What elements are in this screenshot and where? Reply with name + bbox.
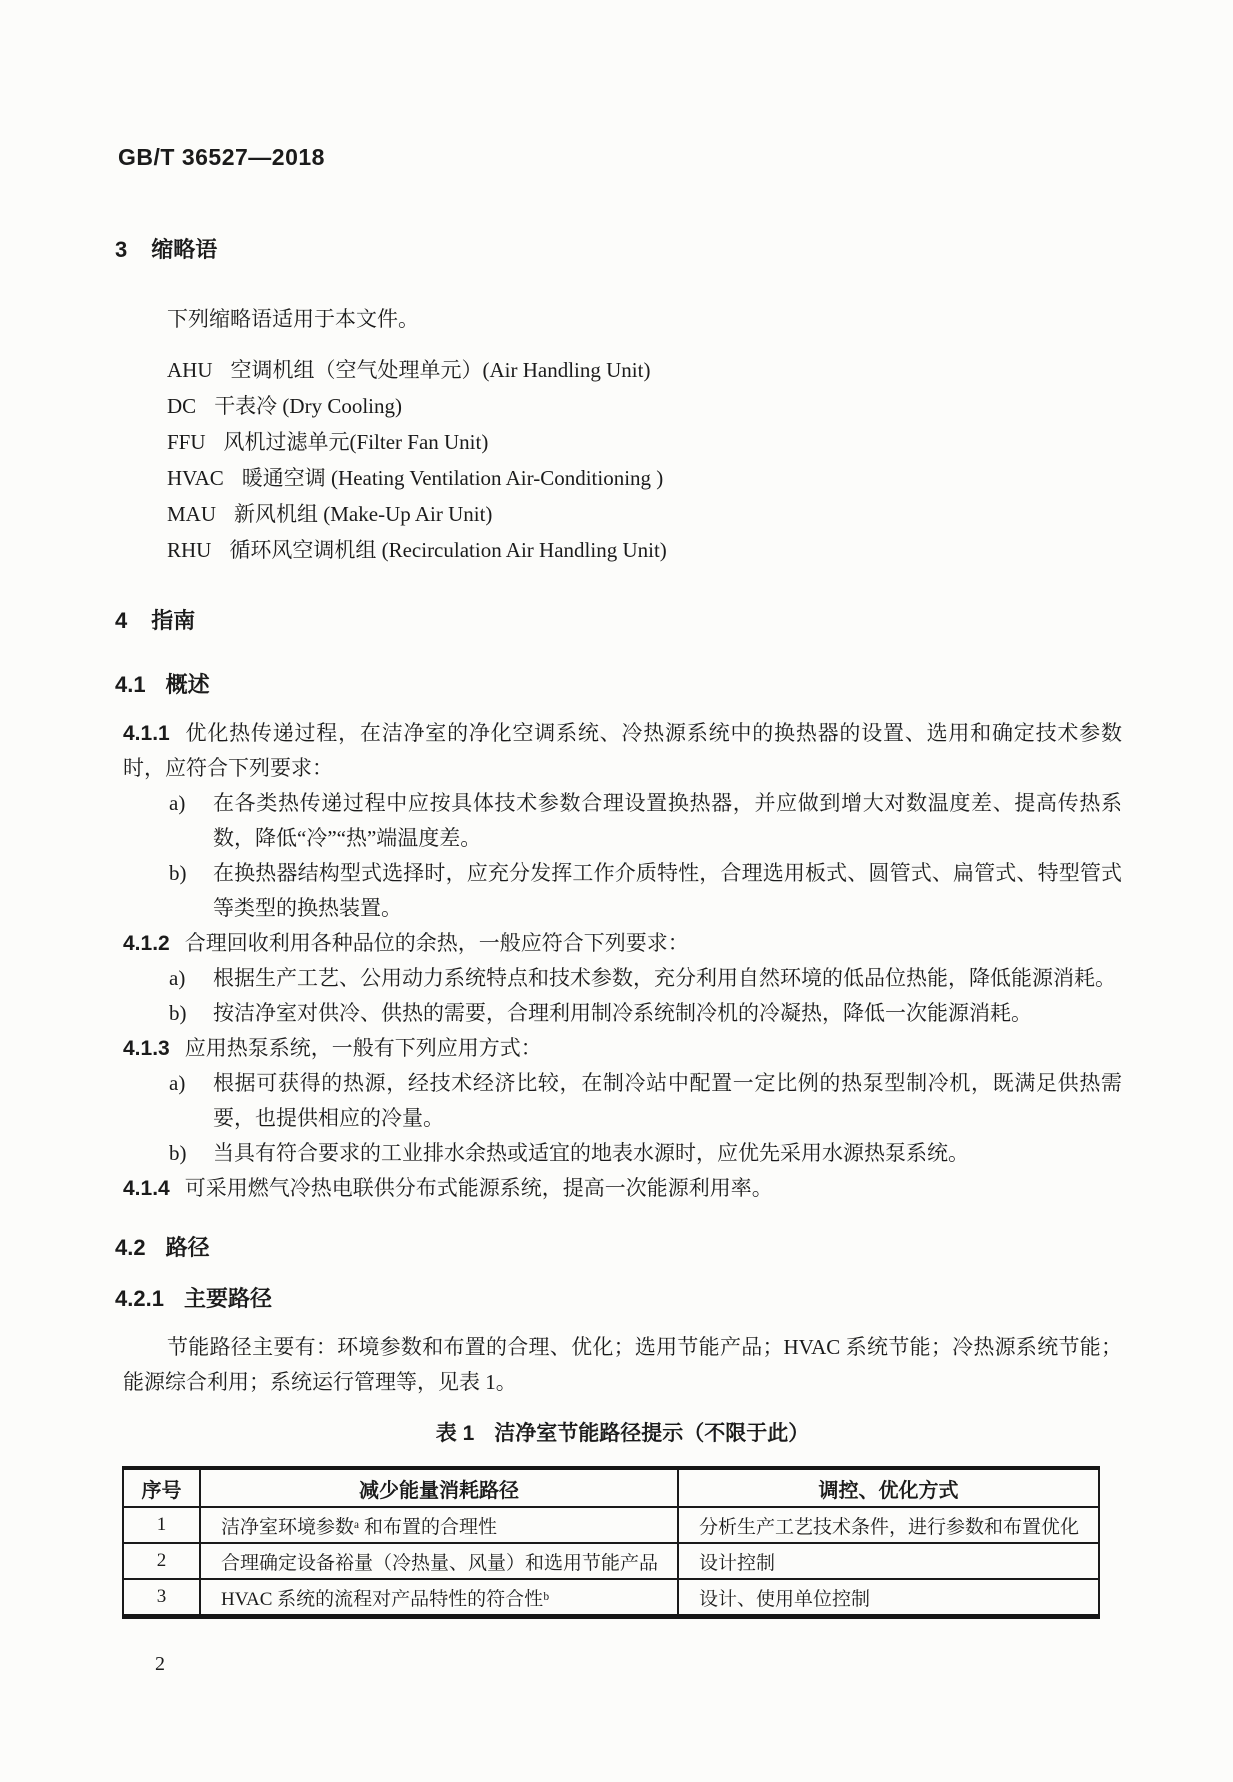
list-item-text: 按洁净室对供冷、供热的需要，合理利用制冷系统制冷机的冷凝热，降低一次能源消耗。 [213,1001,1032,1025]
list-item-label: b) [169,1001,187,1025]
subsection-heading-4-2-1 [115,1287,1122,1311]
abbreviation-definition: 暖通空调 (Heating Ventilation Air-Conditioning ) [241,466,664,490]
list-item-text: 当具有符合要求的工业排水余热或适宜的地表水源时，应优先采用水源热泵系统。 [213,1141,969,1165]
abbreviation-item [123,424,1122,460]
list-item-label: a) [169,791,186,815]
page-number: 2 [155,1653,165,1675]
cell-method: 设计、使用单位控制 [678,1579,1099,1617]
list-item-text: 在各类热传递过程中应按具体技术参数合理设置换热器，并应做到增大对数温度差、提高传热系数，降低“冷”“热”端温度差。 [213,791,1122,850]
heading-title: 主要路径 [183,1286,272,1311]
cell-path: 合理确定设备裕量（冷热量、风量）和选用节能产品 [200,1543,678,1579]
list-item-b [123,1136,1122,1171]
table-row [123,1579,1099,1617]
list-item-label: a) [169,966,186,990]
list-item-text: 在换热器结构型式选择时，应充分发挥工作介质特性，合理选用板式、圆管式、扁管式、特型管式等类型的换热装置。 [213,861,1122,920]
clause-number: 4.1.4 [123,1177,170,1200]
column-header-method: 调控、优化方式 [678,1468,1099,1507]
abbreviation-item [123,352,1122,388]
abbreviation-code: HVAC [167,466,224,490]
abbreviation-definition: 干表冷 (Dry Cooling) [214,394,403,418]
standard-number: GB/T 36527—2018 [118,144,325,170]
abbreviation-code: DC [167,394,197,418]
table-caption-title: 洁净室节能路径提示（不限于此） [494,1422,810,1445]
abbreviation-list [123,352,1122,568]
cell-index: 2 [123,1543,200,1579]
cell-path: HVAC 系统的流程对产品特性的符合性ᵇ [200,1579,678,1617]
abbreviations-intro: 下列缩略语适用于本文件。 [167,307,419,331]
list-item-a [123,786,1122,856]
abbreviation-item [123,460,1122,496]
clause-number: 4.1.3 [123,1037,170,1060]
heading-number: 4.1 [115,672,146,697]
cell-method: 分析生产工艺技术条件，进行参数和布置优化 [678,1507,1099,1543]
abbreviation-definition: 空调机组（空气处理单元）(Air Handling Unit) [230,358,651,382]
energy-saving-paths-table [122,1466,1100,1619]
abbreviation-code: FFU [167,430,206,454]
abbreviation-item [123,532,1122,568]
table-header-row [123,1468,1099,1507]
abbreviation-definition: 风机过滤单元(Filter Fan Unit) [223,430,489,454]
abbreviation-code: AHU [167,358,213,382]
table-caption [123,1422,1122,1446]
clause-4-1-2 [123,926,1122,961]
heading-number: 4.2.1 [115,1286,164,1311]
abbreviation-item [123,388,1122,424]
clause-4-1-4 [123,1171,1122,1206]
section-heading-4 [115,609,1122,633]
list-item-b [123,856,1122,926]
abbreviation-definition: 新风机组 (Make-Up Air Unit) [234,502,493,526]
list-item-label: b) [169,861,187,885]
abbreviation-item [123,496,1122,532]
clause-text: 合理回收利用各种品位的余热，一般应符合下列要求： [184,931,689,955]
subsection-heading-4-1 [115,673,1122,697]
heading-number: 4 [115,608,128,633]
column-header-index: 序号 [123,1468,200,1507]
heading-title: 缩略语 [151,237,218,262]
cell-index: 1 [123,1507,200,1543]
clause-4-1-3 [123,1031,1122,1066]
list-item-text: 根据生产工艺、公用动力系统特点和技术参数，充分利用自然环境的低品位热能，降低能源消耗。 [213,966,1116,990]
heading-title: 概述 [165,672,210,697]
cell-index: 3 [123,1579,200,1617]
cell-method: 设计控制 [678,1543,1099,1579]
table-row [123,1507,1099,1543]
heading-title: 指南 [151,608,196,633]
paths-paragraph: 节能路径主要有：环境参数和布置的合理、优化；选用节能产品；HVAC 系统节能；冷热源系统节能；能源综合利用；系统运行管理等，见表 1。 [123,1335,1122,1394]
cell-path: 洁净室环境参数ᵃ 和布置的合理性 [200,1507,678,1543]
column-header-path: 减少能量消耗路径 [200,1468,678,1507]
abbreviation-code: RHU [167,538,212,562]
clause-text: 应用热泵系统，一般有下列应用方式： [184,1036,542,1060]
abbreviation-code: MAU [167,502,217,526]
clause-text: 可采用燃气冷热电联供分布式能源系统，提高一次能源利用率。 [184,1176,773,1200]
abbreviation-definition: 循环风空调机组 (Recirculation Air Handling Unit) [229,538,667,562]
list-item-a [123,961,1122,996]
list-item-label: a) [169,1071,186,1095]
heading-number: 3 [115,237,128,262]
table-caption-label: 表 1 [435,1422,475,1445]
list-item-text: 根据可获得的热源，经技术经济比较，在制冷站中配置一定比例的热泵型制冷机，既满足供热需要，也提供相应的冷量。 [213,1071,1122,1130]
clause-number: 4.1.2 [123,932,170,955]
clause-4-1-1 [123,716,1122,786]
clause-text: 优化热传递过程，在洁净室的净化空调系统、冷热源系统中的换热器的设置、选用和确定技术参数时，应符合下列要求： [123,721,1122,780]
clause-number: 4.1.1 [123,722,170,745]
subsection-heading-4-2 [115,1236,1122,1260]
heading-title: 路径 [165,1235,210,1260]
list-item-a [123,1066,1122,1136]
list-item-b [123,996,1122,1031]
section-heading-3 [115,238,1122,262]
table-row [123,1543,1099,1579]
heading-number: 4.2 [115,1235,146,1260]
list-item-label: b) [169,1141,187,1165]
